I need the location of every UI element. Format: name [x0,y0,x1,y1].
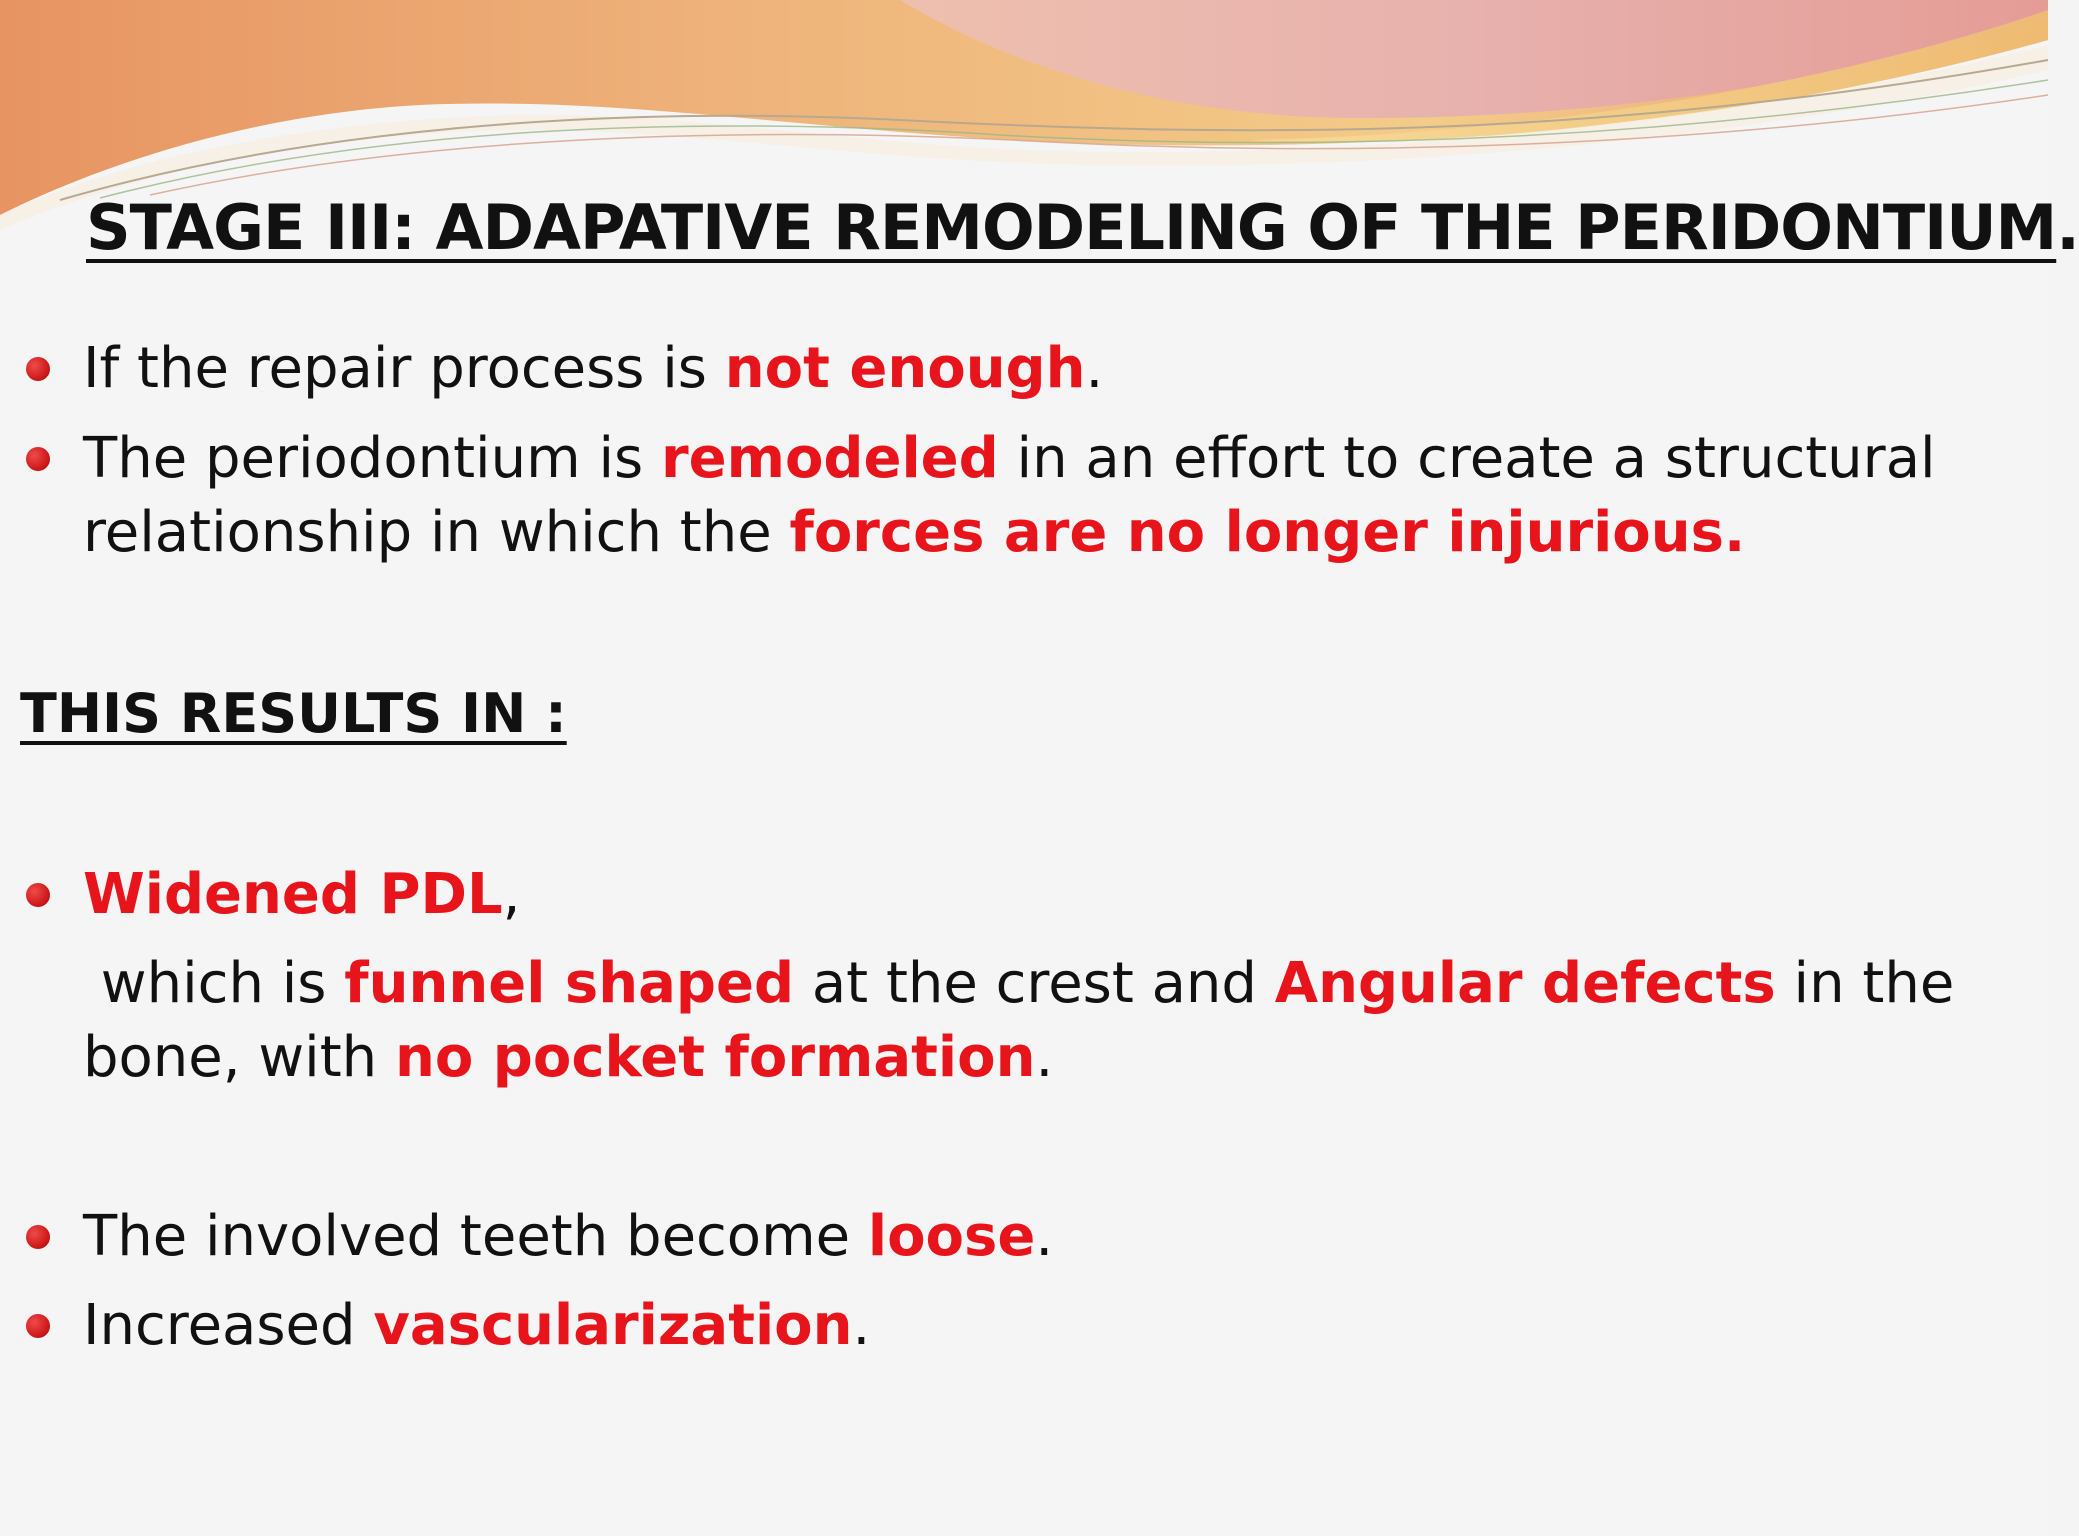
text-span: in the [1775,951,1955,1016]
bullet-icon [26,447,50,471]
emphasis-span: remodeled [661,426,999,491]
bullet-1-text [83,332,1103,406]
slide-title-text: STAGE III: ADAPATIVE REMODELING OF THE PERIDONTIUM [86,191,2057,264]
bullet-5-text [83,1289,870,1363]
bullet-icon [26,357,50,381]
results-heading: THIS RESULTS IN : [20,682,567,745]
text-span: at the crest and [794,951,1275,1016]
bullet-icon [26,1314,50,1338]
bullet-icon [26,1225,50,1249]
text-span: . [852,1293,871,1358]
slide-title-period: . [2056,191,2079,264]
text-span: Increased [83,1293,374,1358]
emphasis-span: not enough [724,336,1086,401]
text-span: If the repair process is [83,336,725,401]
text-span: The involved teeth become [83,1204,868,1269]
text-span: . [1035,1204,1054,1269]
bullet-4-text [83,1200,1053,1274]
text-span: bone, with [83,1025,395,1090]
text-span: . [1035,1025,1054,1090]
text-span: relationship in which the [83,500,790,565]
text-span: , [502,862,521,927]
slide-title [86,188,2079,268]
text-span: . [1085,336,1104,401]
text-span: The periodontium is [83,426,661,491]
bullet-3-line-3 [83,1021,1053,1095]
text-span: which is [83,951,345,1016]
emphasis-span: Widened PDL [83,862,503,927]
emphasis-span: funnel shaped [344,951,795,1016]
emphasis-span: no pocket formation [394,1025,1036,1090]
emphasis-span: Angular defects [1274,951,1776,1016]
emphasis-span: vascularization [373,1293,853,1358]
bullet-icon [26,883,50,907]
emphasis-span: loose [867,1204,1036,1269]
emphasis-span: forces are no longer injurious. [789,500,1746,565]
text-span: in an effort to create a structural [998,426,1936,491]
bullet-2-line-2 [83,496,1745,570]
bullet-3-line-2 [83,947,1954,1021]
bullet-3-line-1 [83,858,520,932]
bullet-2-line-1 [83,422,1936,496]
